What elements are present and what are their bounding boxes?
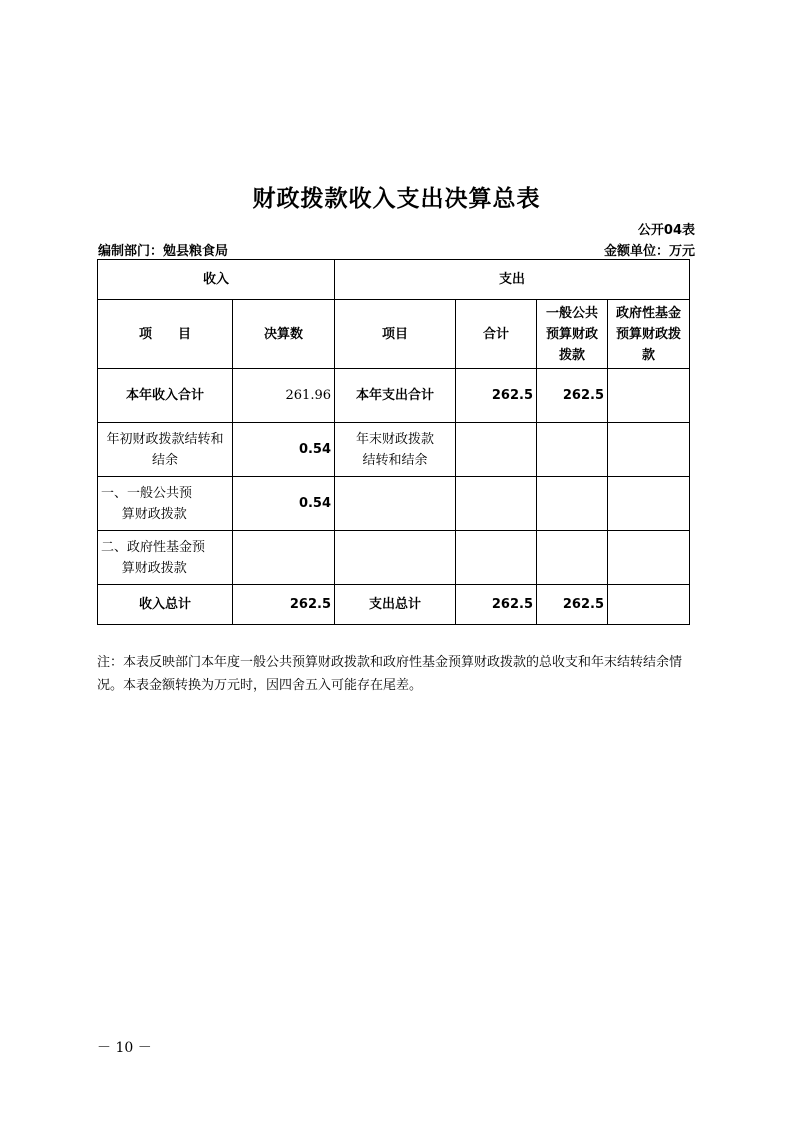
col-item-header: 项 目 <box>98 300 233 369</box>
expense-item: 本年支出合计 <box>335 369 456 423</box>
income-header: 收入 <box>98 260 335 300</box>
unit-label: 金额单位：万元 <box>603 244 695 259</box>
expense-fund <box>608 585 690 625</box>
col-total-header: 合计 <box>456 300 537 369</box>
table-row <box>98 531 690 585</box>
income-item <box>98 477 233 531</box>
expense-total <box>456 477 537 531</box>
expense-total: 262.5 <box>456 369 537 423</box>
form-number: 公开04表 <box>637 223 695 238</box>
expense-general <box>537 423 608 477</box>
expense-item: 年末财政拨款结转和结余 <box>335 423 456 477</box>
income-item-line1: 二、政府性基金预 <box>101 539 206 555</box>
income-item-line1: 一、一般公共预 <box>101 485 193 501</box>
expense-general: 262.5 <box>537 585 608 625</box>
expense-header: 支出 <box>335 260 690 300</box>
expense-item <box>335 477 456 531</box>
table-header-row <box>98 260 690 300</box>
expense-general: 262.5 <box>537 369 608 423</box>
table-row <box>98 585 690 625</box>
income-item <box>98 531 233 585</box>
department-label: 编制部门：勉县粮食局 <box>98 244 229 259</box>
col-exp-item-header: 项目 <box>335 300 456 369</box>
table-row <box>98 423 690 477</box>
col-general-header: 一般公共预算财政拨款 <box>537 300 608 369</box>
expense-total: 262.5 <box>456 585 537 625</box>
income-value: 0.54 <box>233 477 335 531</box>
expense-general <box>537 531 608 585</box>
expense-fund <box>608 369 690 423</box>
income-value <box>233 531 335 585</box>
income-item: 本年收入合计 <box>98 369 233 423</box>
expense-fund <box>608 477 690 531</box>
page-title: 财政拨款收入支出决算总表 <box>252 186 541 212</box>
col-fund-header: 政府性基金预算财政拨款 <box>608 300 690 369</box>
table-row <box>98 369 690 423</box>
footnote: 注：本表反映部门本年度一般公共预算财政拨款和政府性基金预算财政拨款的总收支和年末结转结余情况。本表金额转换为万元时，因四舍五入可能存在尾差。 <box>97 655 683 693</box>
table-subheader-row <box>98 300 690 369</box>
expense-total <box>456 423 537 477</box>
expense-general <box>537 477 608 531</box>
expense-fund <box>608 423 690 477</box>
table-row <box>98 477 690 531</box>
expense-item <box>335 531 456 585</box>
income-value: 261.96 <box>233 369 335 423</box>
income-value: 0.54 <box>233 423 335 477</box>
page-number: － 10 － <box>97 1040 152 1056</box>
income-item-line2: 算财政拨款 <box>121 506 187 522</box>
expense-total <box>456 531 537 585</box>
col-budget-header: 决算数 <box>233 300 335 369</box>
expense-item: 支出总计 <box>335 585 456 625</box>
income-item: 收入总计 <box>98 585 233 625</box>
income-item: 年初财政拨款结转和结余 <box>98 423 233 477</box>
income-item-line2: 算财政拨款 <box>121 560 187 576</box>
expense-fund <box>608 531 690 585</box>
budget-table <box>97 259 690 625</box>
income-value: 262.5 <box>233 585 335 625</box>
